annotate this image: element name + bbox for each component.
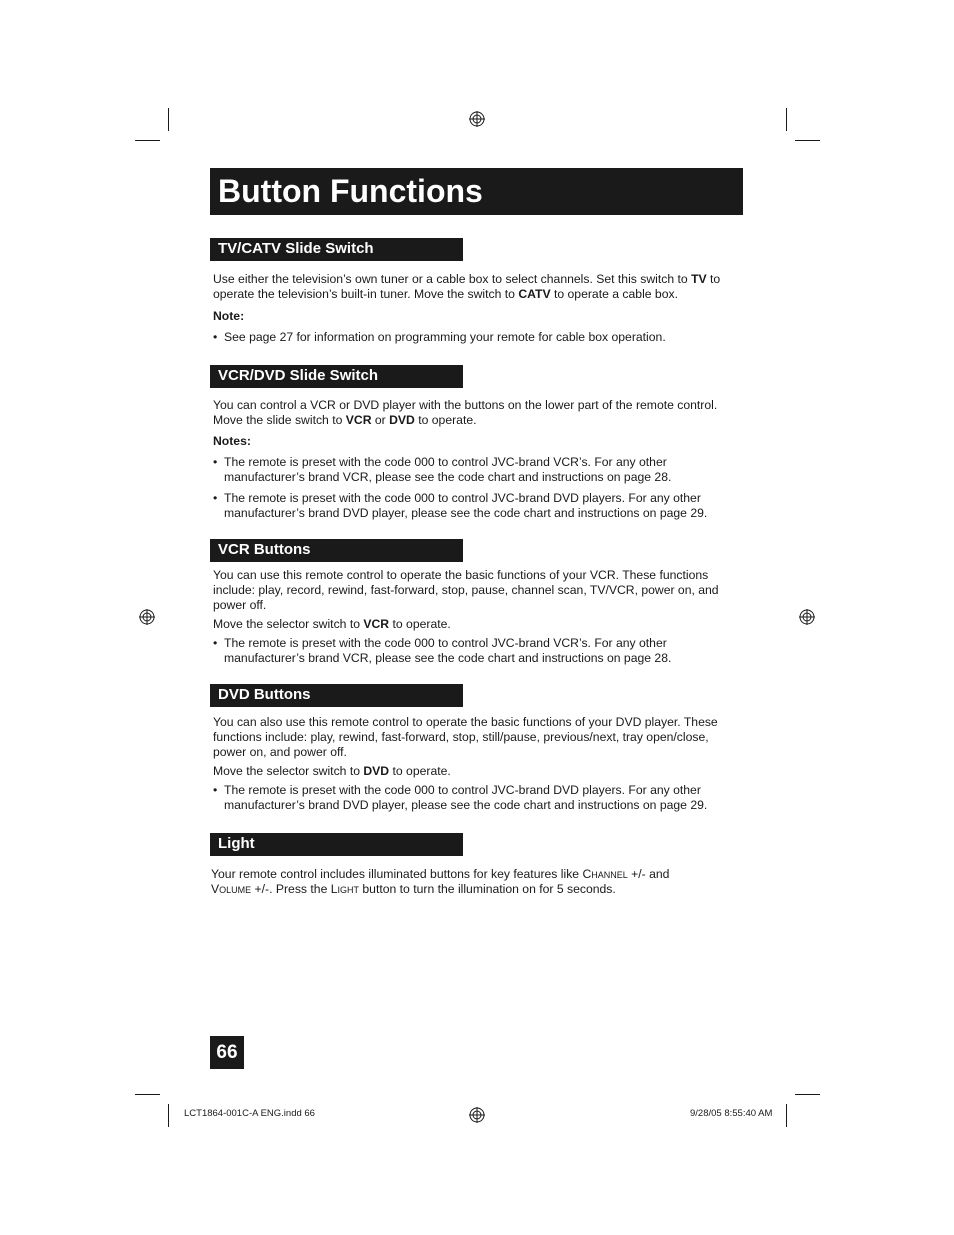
bold-term: VCR bbox=[363, 617, 390, 631]
text-run: to operate. bbox=[414, 413, 477, 427]
notes-label: Notes: bbox=[213, 434, 251, 448]
crop-mark bbox=[168, 108, 169, 131]
crop-mark bbox=[795, 1094, 820, 1095]
vcr-dvd-paragraph bbox=[213, 398, 743, 428]
vcr-buttons-paragraph: You can use this remote control to operate the basic functions of your VCR. These functions include: play, record, rewind, fast-forward, stop, pause, channel scan, TV/VCR, power on, and power off. bbox=[213, 568, 719, 612]
list-item-text: See page 27 for information on programming your remote for cable box operation. bbox=[224, 330, 666, 344]
registration-mark-icon bbox=[139, 609, 155, 625]
crop-mark bbox=[786, 1104, 787, 1127]
bold-term: DVD bbox=[389, 413, 415, 427]
text-run: Your remote control includes illuminated buttons for key features like bbox=[211, 867, 583, 881]
text-run: Use either the television’s own tuner or a cable box to select channels. Set this switch to bbox=[213, 272, 692, 286]
list-item bbox=[213, 636, 733, 666]
note-label: Note: bbox=[213, 309, 245, 323]
registration-mark-icon bbox=[799, 609, 815, 625]
bold-term: TV bbox=[691, 272, 707, 286]
bullet-icon: • bbox=[213, 455, 218, 469]
bullet-icon: • bbox=[213, 636, 218, 650]
section-heading-light: Light bbox=[210, 833, 463, 856]
small-caps-term: Light bbox=[330, 882, 360, 896]
bullet-icon: • bbox=[213, 330, 218, 344]
list-item-text: The remote is preset with the code 000 to control JVC-brand DVD players. For any other manufacturer’s brand DVD player, please see the code chart and instructions on page 29. bbox=[224, 783, 708, 812]
list-item-text: The remote is preset with the code 000 to control JVC-brand VCR’s. For any other manufacturer’s brand VCR, please see the code chart and instructions on page 28. bbox=[224, 636, 672, 665]
list-item-text: The remote is preset with the code 000 to control JVC-brand DVD players. For any other manufacturer’s brand DVD player, please see the code chart and instructions on page 29. bbox=[224, 491, 708, 520]
bullet-icon: • bbox=[213, 491, 218, 505]
text-run: Move the selector switch to bbox=[213, 617, 364, 631]
section-heading-vcr-dvd-switch: VCR/DVD Slide Switch bbox=[210, 365, 463, 388]
list-item bbox=[213, 455, 733, 485]
section-heading-dvd-buttons: DVD Buttons bbox=[210, 684, 463, 707]
vcr-move-switch-text bbox=[213, 617, 743, 632]
page-title: Button Functions bbox=[218, 173, 483, 209]
footer-file-info: LCT1864-001C-A ENG.indd 66 bbox=[184, 1108, 315, 1119]
crop-mark bbox=[135, 140, 160, 141]
crop-mark bbox=[786, 108, 787, 131]
bullet-icon: • bbox=[213, 783, 218, 797]
footer-timestamp: 9/28/05 8:55:40 AM bbox=[690, 1108, 773, 1119]
crop-mark bbox=[135, 1094, 160, 1095]
page-number: 66 bbox=[210, 1036, 244, 1069]
text-run: to operate. bbox=[389, 764, 451, 778]
list-item-text: The remote is preset with the code 000 to control JVC-brand VCR’s. For any other manufacturer’s brand VCR, please see the code chart and instructions on page 28. bbox=[224, 455, 672, 484]
list-item bbox=[213, 783, 733, 813]
bold-term: DVD bbox=[363, 764, 390, 778]
text-run: You can control a VCR or DVD player with the buttons on the lower part of the remote control. bbox=[213, 398, 718, 412]
small-caps-term: Volume bbox=[211, 882, 252, 896]
text-run: button to turn the illumination on for 5 seconds. bbox=[359, 882, 616, 896]
dvd-move-switch-text bbox=[213, 764, 743, 779]
light-paragraph bbox=[211, 867, 741, 897]
text-run: +/-. Press the bbox=[251, 882, 331, 896]
text-run: or bbox=[371, 413, 390, 427]
bold-term: VCR bbox=[345, 413, 372, 427]
text-run: to bbox=[706, 272, 721, 286]
text-run: Move the slide switch to bbox=[213, 413, 346, 427]
registration-mark-icon bbox=[469, 1107, 485, 1123]
registration-mark-icon bbox=[469, 111, 485, 127]
section-heading-vcr-buttons: VCR Buttons bbox=[210, 539, 463, 562]
list-item bbox=[213, 491, 733, 521]
tv-catv-paragraph bbox=[213, 272, 743, 302]
crop-mark bbox=[795, 140, 820, 141]
bold-term: CATV bbox=[518, 287, 551, 301]
section-heading-tv-catv: TV/CATV Slide Switch bbox=[210, 238, 463, 261]
crop-mark bbox=[168, 1104, 169, 1127]
dvd-buttons-paragraph: You can also use this remote control to operate the basic functions of your DVD player. These functions include: play, rewind, fast-forward, stop, still/pause, previous/next, tray open/close, power on, and power off. bbox=[213, 715, 718, 759]
text-run: +/- and bbox=[627, 867, 670, 881]
list-item bbox=[213, 330, 733, 345]
text-run: to operate a cable box. bbox=[550, 287, 678, 301]
text-run: Move the selector switch to bbox=[213, 764, 364, 778]
small-caps-term: Channel bbox=[582, 867, 628, 881]
page-title-bar bbox=[210, 168, 743, 215]
text-run: to operate. bbox=[389, 617, 451, 631]
text-run: operate the television’s built-in tuner. Move the switch to bbox=[213, 287, 519, 301]
